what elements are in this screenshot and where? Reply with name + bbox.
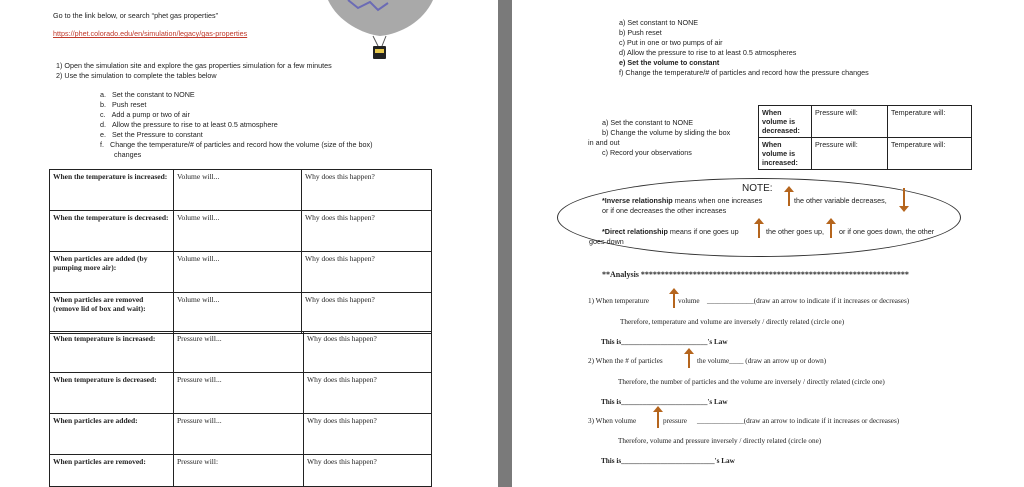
condition-cell: When volume is increased: xyxy=(759,138,812,170)
why-cell[interactable]: Why does this happen? xyxy=(304,455,432,487)
substep-f-cont: changes xyxy=(114,150,142,159)
substep-a: a. Set the constant to NONE xyxy=(100,90,195,99)
q2-text-a: 2) When the # of particles xyxy=(588,357,663,365)
q1-text-c: _____________(draw an arrow to indicate if it increases or decreases) xyxy=(707,297,910,305)
condition-cell: When the temperature is increased: xyxy=(50,170,174,211)
volume-change-table xyxy=(758,105,972,170)
table-row xyxy=(50,293,432,334)
table-row xyxy=(50,170,432,211)
up-arrow-icon xyxy=(653,406,663,428)
why-cell[interactable]: Why does this happen? xyxy=(302,170,432,211)
pressure-cell[interactable]: Pressure will: xyxy=(812,106,888,138)
table-row xyxy=(50,332,432,373)
inverse-line-c: or if one decreases the other increases xyxy=(602,206,727,215)
q1-law[interactable]: This is________________________'s Law xyxy=(601,338,728,346)
direct-line-c: or if one goes down, the other xyxy=(839,227,935,236)
result-cell[interactable]: Volume will... xyxy=(174,293,302,334)
substep-b: b. Push reset xyxy=(100,100,147,109)
result-cell[interactable]: Volume will... xyxy=(174,170,302,211)
volume-step-c: c) Record your observations xyxy=(602,148,692,157)
table-row xyxy=(759,106,972,138)
table-row xyxy=(50,211,432,252)
pressure-cell[interactable]: Pressure will: xyxy=(812,138,888,170)
right-step-c: c) Put in one or two pumps of air xyxy=(619,38,723,47)
instruction-header: Go to the link below, or search “phet gas properties” xyxy=(53,11,218,20)
direct-line-b: the other goes up, xyxy=(766,227,824,236)
result-cell[interactable]: Pressure will... xyxy=(174,414,304,455)
right-step-e: e) Set the volume to constant xyxy=(619,58,720,67)
q2-text-b: the volume____ (draw an arrow up or down) xyxy=(697,357,827,365)
condition-cell: When temperature is decreased: xyxy=(50,373,174,414)
why-cell[interactable]: Why does this happen? xyxy=(304,332,432,373)
q2-therefore: Therefore, the number of particles and the volume are inversely / directly related (circle one) xyxy=(618,378,885,386)
why-cell[interactable]: Why does this happen? xyxy=(302,211,432,252)
condition-cell: When particles are added (by pumping more air): xyxy=(50,252,174,293)
up-arrow-icon xyxy=(784,186,794,206)
pressure-table xyxy=(49,331,432,487)
table-row xyxy=(50,414,432,455)
up-arrow-icon xyxy=(684,348,694,368)
condition-cell: When particles are removed: xyxy=(50,455,174,487)
substep-c: c. Add a pump or two of air xyxy=(100,110,190,119)
q3-text-b: pressure xyxy=(663,417,687,425)
table-row xyxy=(50,373,432,414)
down-arrow-icon xyxy=(899,188,909,212)
why-cell[interactable]: Why does this happen? xyxy=(304,373,432,414)
result-cell[interactable]: Pressure will... xyxy=(174,332,304,373)
table-row xyxy=(50,455,432,487)
substep-d: d. Allow the pressure to rise to at least 0.5 atmosphere xyxy=(100,120,278,129)
substep-e: e. Set the Pressure to constant xyxy=(100,130,203,139)
result-cell[interactable]: Pressure will: xyxy=(174,455,304,487)
substep-f: f. Change the temperature/# of particles and record how the volume (size of the box) xyxy=(100,140,373,149)
right-step-b: b) Push reset xyxy=(619,28,662,37)
worksheet-page-left xyxy=(0,0,498,487)
right-step-d: d) Allow the pressure to rise to at least 0.5 atmospheres xyxy=(619,48,797,57)
condition-cell: When the temperature is decreased: xyxy=(50,211,174,252)
table-row xyxy=(50,252,432,293)
hot-air-balloon-image xyxy=(318,0,440,62)
temperature-cell[interactable]: Temperature will: xyxy=(888,106,972,138)
result-cell[interactable]: Volume will... xyxy=(174,211,302,252)
inverse-line: *Inverse relationship means when one increases xyxy=(602,196,763,205)
temperature-cell[interactable]: Temperature will: xyxy=(888,138,972,170)
result-cell[interactable]: Volume will... xyxy=(174,252,302,293)
analysis-header: **Analysis ******************************************************************* xyxy=(602,270,909,279)
note-title: NOTE: xyxy=(742,183,773,194)
q1-text-b: volume xyxy=(678,297,700,305)
direct-line-d: goes down xyxy=(589,237,624,246)
up-arrow-icon xyxy=(826,218,836,238)
why-cell[interactable]: Why does this happen? xyxy=(302,252,432,293)
worksheet-page-right xyxy=(512,0,1024,487)
direct-line: *Direct relationship means if one goes up xyxy=(602,227,739,236)
volume-step-b: b) Change the volume by sliding the box xyxy=(602,128,731,137)
step-1: 1) Open the simulation site and explore the gas properties simulation for a few minutes xyxy=(56,61,332,70)
up-arrow-icon xyxy=(754,218,764,238)
why-cell[interactable]: Why does this happen? xyxy=(302,293,432,334)
volume-table xyxy=(49,169,432,334)
q3-text-c: _____________(draw an arrow to indicate if it increases or decreases) xyxy=(697,417,900,425)
phet-link[interactable]: https://phet.colorado.edu/en/simulation/legacy/gas-properties xyxy=(53,29,248,38)
result-cell[interactable]: Pressure will... xyxy=(174,373,304,414)
condition-cell: When temperature is increased: xyxy=(50,332,174,373)
right-step-f: f) Change the temperature/# of particles and record how the pressure changes xyxy=(619,68,869,77)
inverse-line-b: the other variable decreases, xyxy=(794,196,887,205)
volume-step-a: a) Set the constant to NONE xyxy=(602,118,694,127)
q3-text-a: 3) When volume xyxy=(588,417,637,425)
condition-cell: When particles are removed (remove lid of box and wait): xyxy=(50,293,174,334)
why-cell[interactable]: Why does this happen? xyxy=(304,414,432,455)
right-step-a: a) Set constant to NONE xyxy=(619,18,699,27)
condition-cell: When volume is decreased: xyxy=(759,106,812,138)
q2-law[interactable]: This is________________________'s Law xyxy=(601,398,728,406)
q3-law[interactable]: This is__________________________'s Law xyxy=(601,457,735,465)
q1-therefore: Therefore, temperature and volume are inversely / directly related (circle one) xyxy=(620,318,845,326)
condition-cell: When particles are added: xyxy=(50,414,174,455)
q1-text-a: 1) When temperature xyxy=(588,297,649,305)
step-2: 2) Use the simulation to complete the tables below xyxy=(56,71,217,80)
table-row xyxy=(759,138,972,170)
volume-step-b-cont: in and out xyxy=(588,138,620,147)
q3-therefore: Therefore, volume and pressure inversely / directly related (circle one) xyxy=(618,437,822,445)
